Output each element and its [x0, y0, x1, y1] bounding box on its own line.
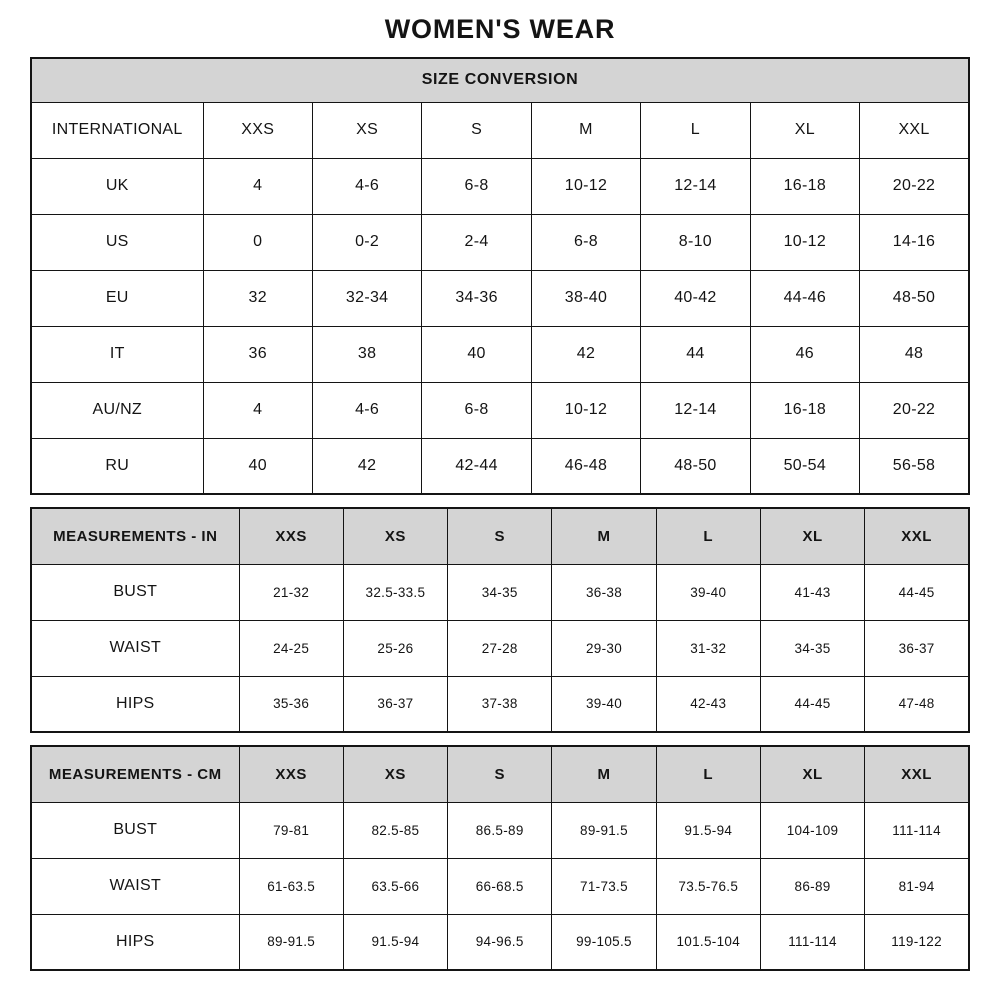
- row-label: AU/NZ: [31, 382, 203, 438]
- value-cell: 16-18: [750, 382, 859, 438]
- value-cell: 71-73.5: [552, 858, 656, 914]
- value-cell: 86-89: [760, 858, 864, 914]
- size-header: XL: [760, 746, 864, 802]
- row-label: WAIST: [31, 858, 239, 914]
- size-header: M: [531, 102, 640, 158]
- table-row: [31, 102, 969, 158]
- value-cell: 104-109: [760, 802, 864, 858]
- value-cell: 34-35: [760, 620, 864, 676]
- value-cell: 99-105.5: [552, 914, 656, 970]
- size-header: L: [656, 746, 760, 802]
- value-cell: 46-48: [531, 438, 640, 494]
- value-cell: 40-42: [641, 270, 750, 326]
- value-cell: 0-2: [312, 214, 421, 270]
- value-cell: 32-34: [312, 270, 421, 326]
- table-row: [31, 382, 969, 438]
- value-cell: 36-38: [552, 564, 656, 620]
- value-cell: 32: [203, 270, 312, 326]
- table-row: [31, 326, 969, 382]
- measurements-in-title: MEASUREMENTS - IN: [31, 508, 239, 564]
- table-row: [31, 564, 969, 620]
- row-label: BUST: [31, 802, 239, 858]
- size-header: S: [448, 508, 552, 564]
- value-cell: 6-8: [422, 382, 531, 438]
- row-label: HIPS: [31, 676, 239, 732]
- value-cell: 14-16: [860, 214, 969, 270]
- value-cell: 86.5-89: [448, 802, 552, 858]
- size-conversion-table: [30, 57, 970, 495]
- size-header: XL: [750, 102, 859, 158]
- value-cell: 94-96.5: [448, 914, 552, 970]
- value-cell: 42-43: [656, 676, 760, 732]
- value-cell: 36-37: [343, 676, 447, 732]
- value-cell: 21-32: [239, 564, 343, 620]
- table-row: [31, 858, 969, 914]
- value-cell: 4-6: [312, 382, 421, 438]
- size-header: S: [422, 102, 531, 158]
- value-cell: 47-48: [865, 676, 969, 732]
- value-cell: 42: [312, 438, 421, 494]
- value-cell: 50-54: [750, 438, 859, 494]
- value-cell: 10-12: [531, 382, 640, 438]
- row-label: US: [31, 214, 203, 270]
- value-cell: 25-26: [343, 620, 447, 676]
- size-header: S: [448, 746, 552, 802]
- value-cell: 119-122: [865, 914, 969, 970]
- row-label: UK: [31, 158, 203, 214]
- value-cell: 29-30: [552, 620, 656, 676]
- table-row: [31, 270, 969, 326]
- measurements-in-table: [30, 507, 970, 733]
- table-row: [31, 914, 969, 970]
- size-header: L: [656, 508, 760, 564]
- table-row: [31, 508, 969, 564]
- value-cell: 79-81: [239, 802, 343, 858]
- row-label: IT: [31, 326, 203, 382]
- value-cell: 63.5-66: [343, 858, 447, 914]
- value-cell: 10-12: [531, 158, 640, 214]
- value-cell: 36: [203, 326, 312, 382]
- value-cell: 89-91.5: [239, 914, 343, 970]
- value-cell: 82.5-85: [343, 802, 447, 858]
- value-cell: 35-36: [239, 676, 343, 732]
- size-header: XXS: [239, 508, 343, 564]
- row-label: HIPS: [31, 914, 239, 970]
- value-cell: 38: [312, 326, 421, 382]
- value-cell: 20-22: [860, 382, 969, 438]
- table-row: [31, 214, 969, 270]
- size-header: L: [641, 102, 750, 158]
- value-cell: 81-94: [865, 858, 969, 914]
- size-header: XS: [312, 102, 421, 158]
- size-header: XS: [343, 746, 447, 802]
- value-cell: 6-8: [422, 158, 531, 214]
- value-cell: 48-50: [641, 438, 750, 494]
- row-label: BUST: [31, 564, 239, 620]
- value-cell: 12-14: [641, 382, 750, 438]
- value-cell: 61-63.5: [239, 858, 343, 914]
- value-cell: 91.5-94: [343, 914, 447, 970]
- size-header: XL: [760, 508, 864, 564]
- value-cell: 111-114: [865, 802, 969, 858]
- value-cell: 31-32: [656, 620, 760, 676]
- table-row: [31, 676, 969, 732]
- value-cell: 37-38: [448, 676, 552, 732]
- row-label: WAIST: [31, 620, 239, 676]
- value-cell: 40: [203, 438, 312, 494]
- value-cell: 42-44: [422, 438, 531, 494]
- value-cell: 12-14: [641, 158, 750, 214]
- size-header: XXL: [865, 508, 969, 564]
- size-header: XS: [343, 508, 447, 564]
- value-cell: 44-46: [750, 270, 859, 326]
- value-cell: 20-22: [860, 158, 969, 214]
- size-header: M: [552, 508, 656, 564]
- value-cell: 4-6: [312, 158, 421, 214]
- value-cell: 24-25: [239, 620, 343, 676]
- value-cell: 39-40: [552, 676, 656, 732]
- value-cell: 4: [203, 382, 312, 438]
- value-cell: 111-114: [760, 914, 864, 970]
- table-row: [31, 158, 969, 214]
- value-cell: 10-12: [750, 214, 859, 270]
- value-cell: 89-91.5: [552, 802, 656, 858]
- value-cell: 4: [203, 158, 312, 214]
- table-row: [31, 58, 969, 102]
- value-cell: 32.5-33.5: [343, 564, 447, 620]
- value-cell: 34-36: [422, 270, 531, 326]
- value-cell: 42: [531, 326, 640, 382]
- value-cell: 91.5-94: [656, 802, 760, 858]
- value-cell: 44: [641, 326, 750, 382]
- value-cell: 16-18: [750, 158, 859, 214]
- table-row: [31, 620, 969, 676]
- value-cell: 36-37: [865, 620, 969, 676]
- value-cell: 38-40: [531, 270, 640, 326]
- value-cell: 101.5-104: [656, 914, 760, 970]
- value-cell: 44-45: [760, 676, 864, 732]
- value-cell: 0: [203, 214, 312, 270]
- row-label: EU: [31, 270, 203, 326]
- size-conversion-title: SIZE CONVERSION: [31, 58, 969, 102]
- value-cell: 2-4: [422, 214, 531, 270]
- value-cell: 40: [422, 326, 531, 382]
- value-cell: 39-40: [656, 564, 760, 620]
- size-header: XXL: [860, 102, 969, 158]
- table-row: [31, 746, 969, 802]
- size-header: XXL: [865, 746, 969, 802]
- value-cell: 56-58: [860, 438, 969, 494]
- value-cell: 8-10: [641, 214, 750, 270]
- table-row: [31, 438, 969, 494]
- size-header: XXS: [239, 746, 343, 802]
- value-cell: 73.5-76.5: [656, 858, 760, 914]
- value-cell: 48-50: [860, 270, 969, 326]
- value-cell: 66-68.5: [448, 858, 552, 914]
- value-cell: 27-28: [448, 620, 552, 676]
- col-header-international: INTERNATIONAL: [31, 102, 203, 158]
- table-row: [31, 802, 969, 858]
- size-header: M: [552, 746, 656, 802]
- measurements-cm-table: [30, 745, 970, 971]
- value-cell: 48: [860, 326, 969, 382]
- value-cell: 6-8: [531, 214, 640, 270]
- value-cell: 34-35: [448, 564, 552, 620]
- value-cell: 46: [750, 326, 859, 382]
- value-cell: 41-43: [760, 564, 864, 620]
- size-header: XXS: [203, 102, 312, 158]
- row-label: RU: [31, 438, 203, 494]
- page-title: WOMEN'S WEAR: [384, 14, 616, 44]
- value-cell: 44-45: [865, 564, 969, 620]
- measurements-cm-title: MEASUREMENTS - CM: [31, 746, 239, 802]
